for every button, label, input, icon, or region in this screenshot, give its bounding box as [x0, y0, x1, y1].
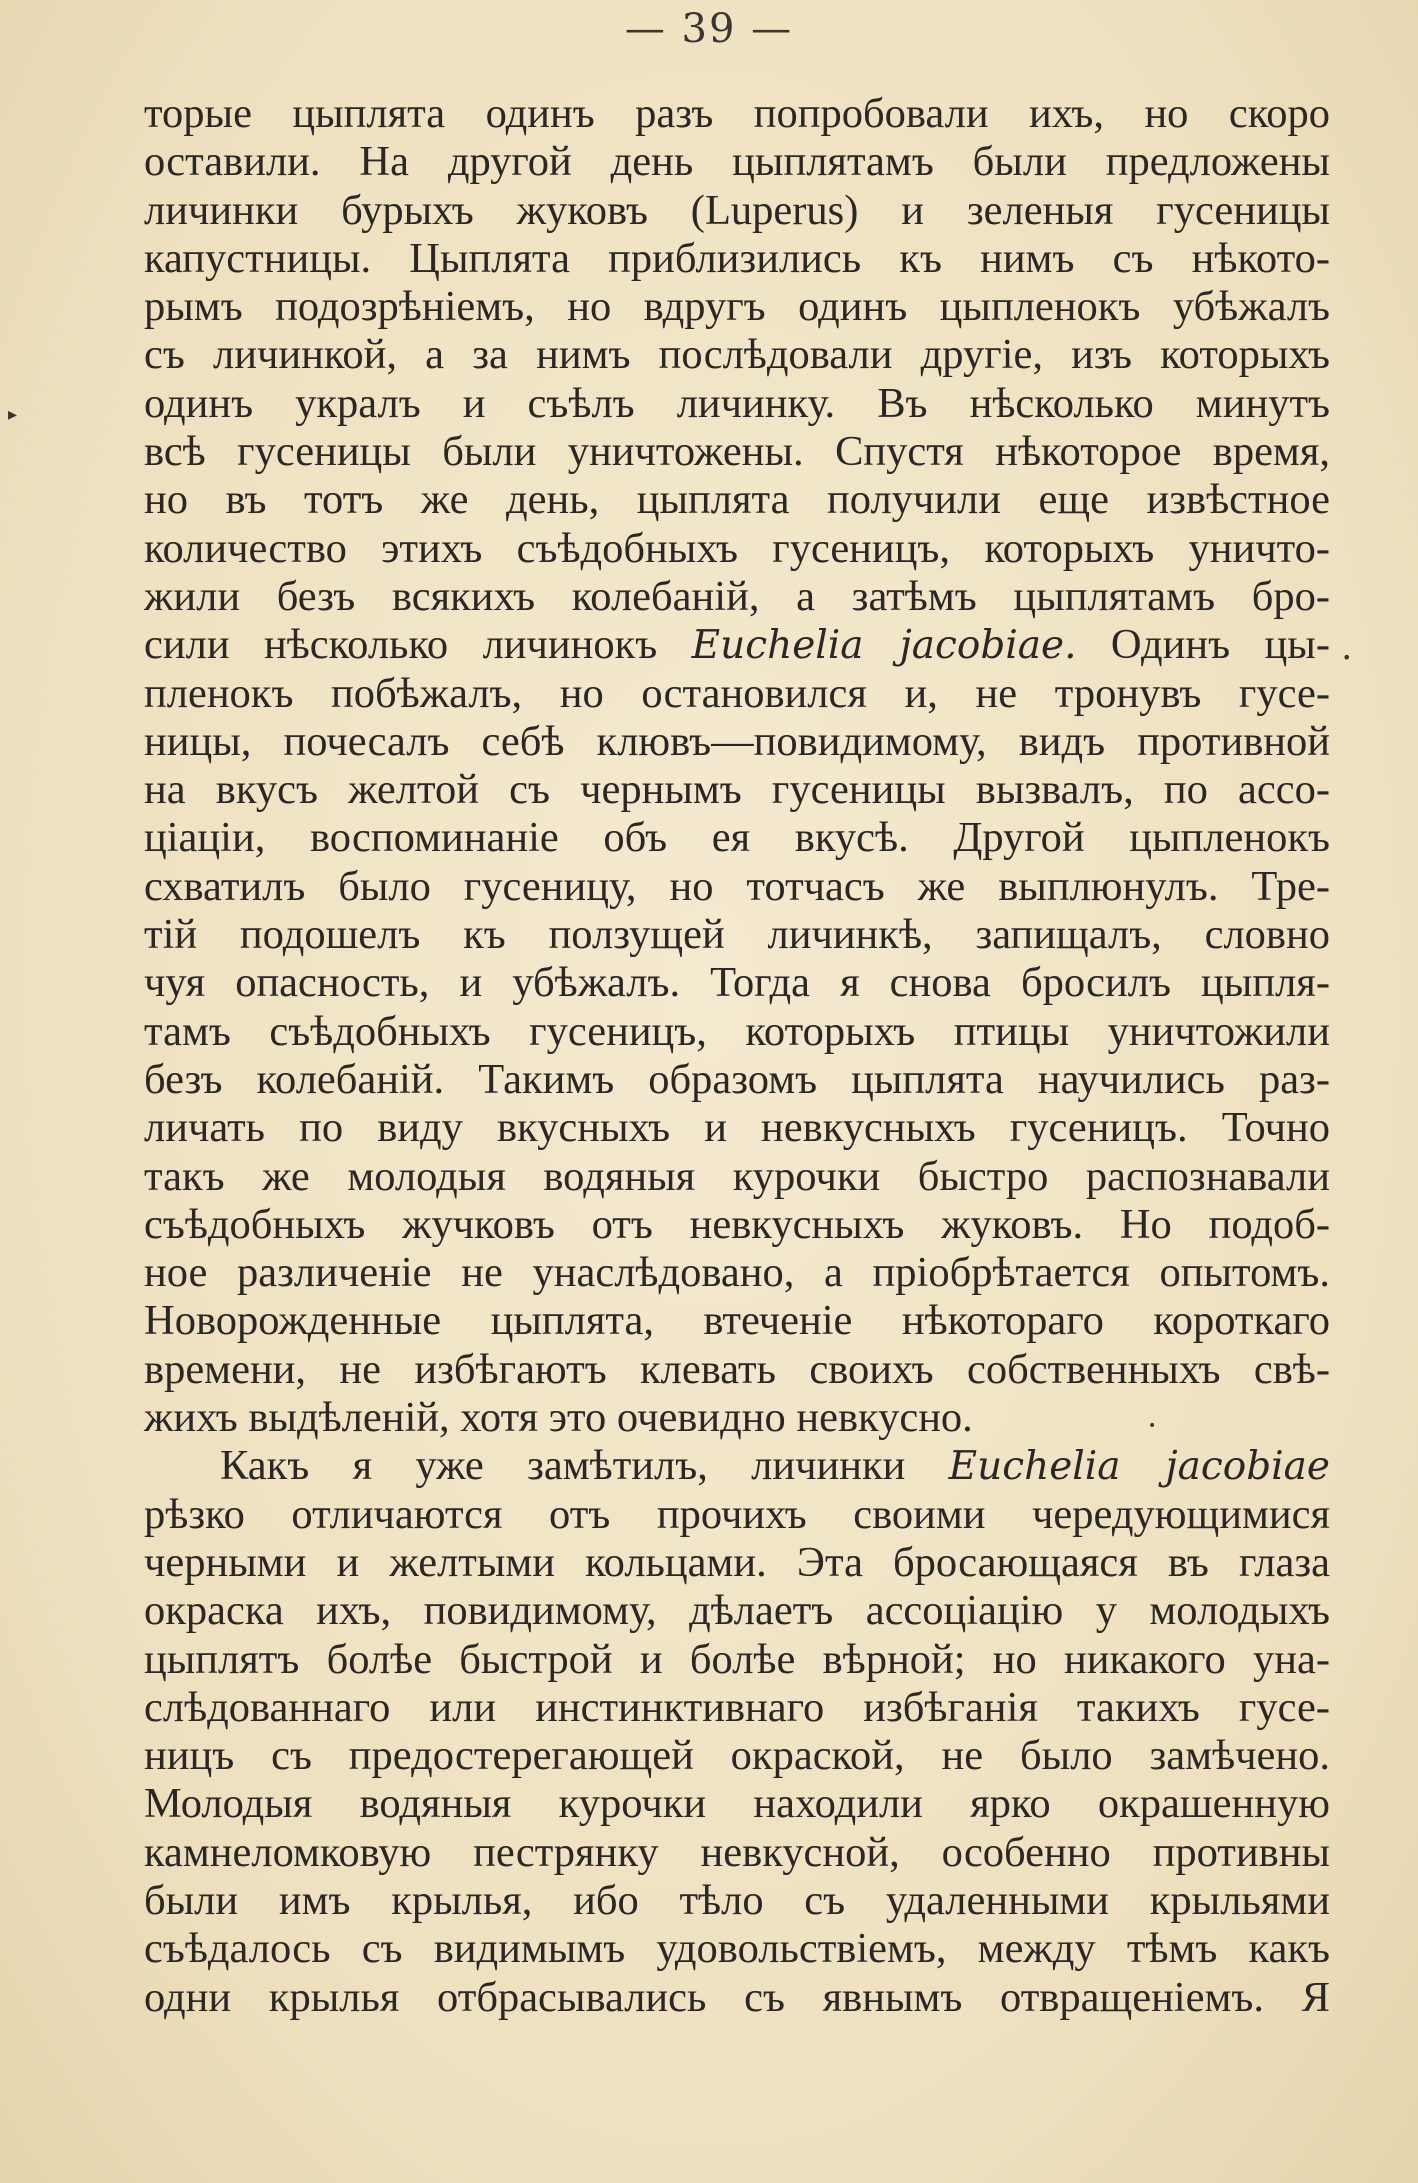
text-line: на вкусъ желтой съ чернымъ гусеницы вызвалъ, по ассо- — [144, 766, 1330, 814]
text-line: безъ колебаній. Такимъ образомъ цыплята научились раз- — [144, 1055, 1330, 1103]
text-line: тій подошелъ къ ползущей личинкѣ, запищалъ, словно — [144, 911, 1330, 959]
text-line: были имъ крылья, ибо тѣло съ удаленными крыльями — [144, 1876, 1330, 1924]
text-line: рымъ подозрѣніемъ, но вдругъ одинъ цыпленокъ убѣжалъ — [144, 283, 1330, 331]
text-line: сили нѣсколько личинокъ Euchelia jacobiae. Одинъ цы- — [144, 621, 1330, 669]
text-line: цыплятъ болѣе быстрой и болѣе вѣрной; но никакого уна- — [144, 1635, 1330, 1683]
text-line: ницъ съ предостерегающей окраской, не было замѣчено. — [144, 1732, 1330, 1780]
text-line: окраска ихъ, повидимому, дѣлаетъ ассоціацію у молодыхъ — [144, 1587, 1330, 1635]
page-number: — 39 — — [624, 6, 794, 52]
text-line: одинъ укралъ и съѣлъ личинку. Въ нѣсколько минутъ — [144, 379, 1330, 427]
text-line: но въ тотъ же день, цыплята получили еще извѣстное — [144, 476, 1330, 524]
paragraph-start-line: Какъ я уже замѣтилъ, личинки Euchelia jacobiae — [220, 1442, 1330, 1490]
paragraph-end-line: жихъ выдѣленій, хотя это очевидно невкусно. — [144, 1394, 973, 1442]
text-line: слѣдованнаго или инстинктивнаго избѣганія такихъ гусе- — [144, 1683, 1330, 1731]
text-line: Молодыя водяныя курочки находили ярко окрашенную — [144, 1780, 1330, 1828]
text-line: съ личинкой, а за нимъ послѣдовали другіе, изъ которыхъ — [144, 331, 1330, 379]
text-line: ницы, почесалъ себѣ клювъ—повидимому, видъ противной — [144, 717, 1330, 765]
species-name: Euchelia jacobiae. — [691, 623, 1077, 669]
text-line: камнеломковую пестрянку невкусной, особенно противны — [144, 1828, 1330, 1876]
text-line: торые цыплята одинъ разъ попробовали ихъ, но скоро — [144, 90, 1330, 137]
margin-mark: • — [1148, 1418, 1157, 1434]
text-line: жили безъ всякихъ колебаній, а затѣмъ цыплятамъ бро- — [144, 572, 1330, 620]
text-line: черными и желтыми кольцами. Эта бросающаяся въ глаза — [144, 1538, 1330, 1586]
text-line: времени, не избѣгаютъ клевать своихъ собственныхъ свѣ- — [144, 1345, 1330, 1393]
text-line: тамъ съѣдобныхъ гусеницъ, которыхъ птицы уничтожили — [144, 1007, 1330, 1055]
text-line: рѣзко отличаются отъ прочихъ своими чередующимися — [144, 1490, 1330, 1538]
text-line: такъ же молодыя водяныя курочки быстро распознавали — [144, 1152, 1330, 1200]
text-line: ціаціи, воспоминаніе объ ея вкусѣ. Другой цыпленокъ — [144, 814, 1330, 862]
text-line: Новорожденные цыплята, втеченіе нѣкотораго короткаго — [144, 1297, 1330, 1345]
species-name: Euchelia jacobiae — [948, 1444, 1330, 1490]
text-line: съѣдобныхъ жучковъ отъ невкусныхъ жуковъ. Но подоб- — [144, 1200, 1330, 1248]
text-line: оставили. На другой день цыплятамъ были предложены — [144, 138, 1330, 186]
text-line: пленокъ побѣжалъ, но остановился и, не тронувъ гусе- — [144, 669, 1330, 717]
text-line: капустницы. Цыплята приблизились къ нимъ съ нѣкото- — [144, 234, 1330, 282]
margin-mark: • — [1342, 648, 1352, 667]
text-line: личинки бурыхъ жуковъ (Luperus) и зеленыя гусеницы — [144, 186, 1330, 234]
text-line: одни крылья отбрасывались съ явнымъ отвращеніемъ. Я — [144, 1973, 1330, 2021]
text-line: количество этихъ съѣдобныхъ гусеницъ, которыхъ уничто- — [144, 524, 1330, 572]
text-line: всѣ гусеницы были уничтожены. Спустя нѣкоторое время, — [144, 428, 1330, 476]
text-line: схватилъ было гусеницу, но тотчасъ же выплюнулъ. Тре- — [144, 862, 1330, 910]
body-text — [144, 90, 1330, 2022]
text-line: съѣдалось съ видимымъ удовольствіемъ, между тѣмъ какъ — [144, 1925, 1330, 1973]
text-line: чуя опасность, и убѣжалъ. Тогда я снова бросилъ цыпля- — [144, 959, 1330, 1007]
margin-mark: ▸ — [8, 404, 18, 425]
text-line: личать по виду вкусныхъ и невкусныхъ гусеницъ. Точно — [144, 1104, 1330, 1152]
text-line: ное различеніе не унаслѣдовано, а пріобрѣтается опытомъ. — [144, 1249, 1330, 1297]
